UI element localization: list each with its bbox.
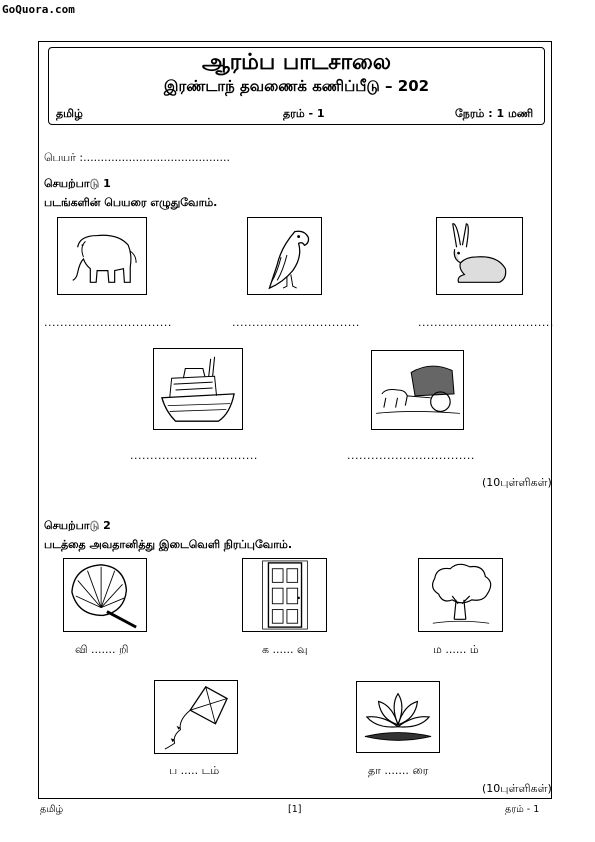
lotus-icon (357, 682, 439, 752)
elephant-picture (57, 217, 147, 295)
header-grade: தரம் - 1 (283, 107, 325, 120)
exam-title: இரண்டாந் தவணைக் கணிப்பீடு – 202 (163, 77, 430, 95)
activity1-blank-3[interactable]: .................................. (418, 316, 554, 329)
activity2-blank-1[interactable]: வி ....... றி (75, 643, 129, 656)
watermark: GoQuora.com (2, 3, 75, 16)
parrot-icon (248, 218, 321, 294)
bullock-cart-icon (372, 351, 463, 429)
header-subject: தமிழ் (56, 107, 83, 120)
footer-page-number: [1] (288, 804, 302, 815)
activity2-blank-4[interactable]: ப ..... டம் (169, 764, 220, 777)
name-line[interactable]: பெயர் :.......................................... (44, 151, 230, 164)
hand-fan-icon (64, 559, 146, 631)
footer-subject: தமிழ் (40, 804, 64, 815)
tree-picture (418, 558, 503, 632)
activity1-title: செயற்பாடு 1 (44, 177, 111, 190)
activity2-marks: (10புள்ளிகள்) (482, 782, 552, 795)
activity2-blank-3[interactable]: ம ...... ம் (433, 643, 479, 656)
header-time: நேரம் : 1 மணி (455, 107, 534, 120)
activity2-title: செயற்பாடு 2 (44, 519, 111, 532)
activity1-marks: (10புள்ளிகள்) (482, 476, 552, 489)
activity2-blank-5[interactable]: தா ....... ரை (368, 764, 429, 777)
lotus-picture (356, 681, 440, 753)
door-icon (243, 559, 326, 631)
activity1-blank-1[interactable]: ................................ (44, 316, 172, 329)
rabbit-icon (437, 218, 522, 294)
activity1-instruction: படங்களின் பெயரை எழுதுவோம். (44, 196, 218, 209)
kite-picture (154, 680, 238, 754)
door-picture (242, 558, 327, 632)
ship-icon (154, 349, 242, 429)
activity1-blank-4[interactable]: ................................ (130, 449, 258, 462)
ship-picture (153, 348, 243, 430)
school-title: ஆரம்ப பாடசாலை (201, 50, 392, 75)
activity1-blank-2[interactable]: ................................ (232, 316, 360, 329)
activity1-blank-5[interactable]: ................................ (347, 449, 475, 462)
tree-icon (419, 559, 502, 631)
elephant-icon (58, 218, 146, 294)
activity2-instruction: படத்தை அவதானித்து இடைவெளி நிரப்புவோம். (44, 538, 293, 551)
parrot-picture (247, 217, 322, 295)
footer-grade: தரம் - 1 (505, 804, 540, 815)
kite-icon (155, 681, 237, 753)
rabbit-picture (436, 217, 523, 295)
hand-fan-picture (63, 558, 147, 632)
activity2-blank-2[interactable]: க ...... வு (262, 643, 308, 656)
bullock-cart-picture (371, 350, 464, 430)
